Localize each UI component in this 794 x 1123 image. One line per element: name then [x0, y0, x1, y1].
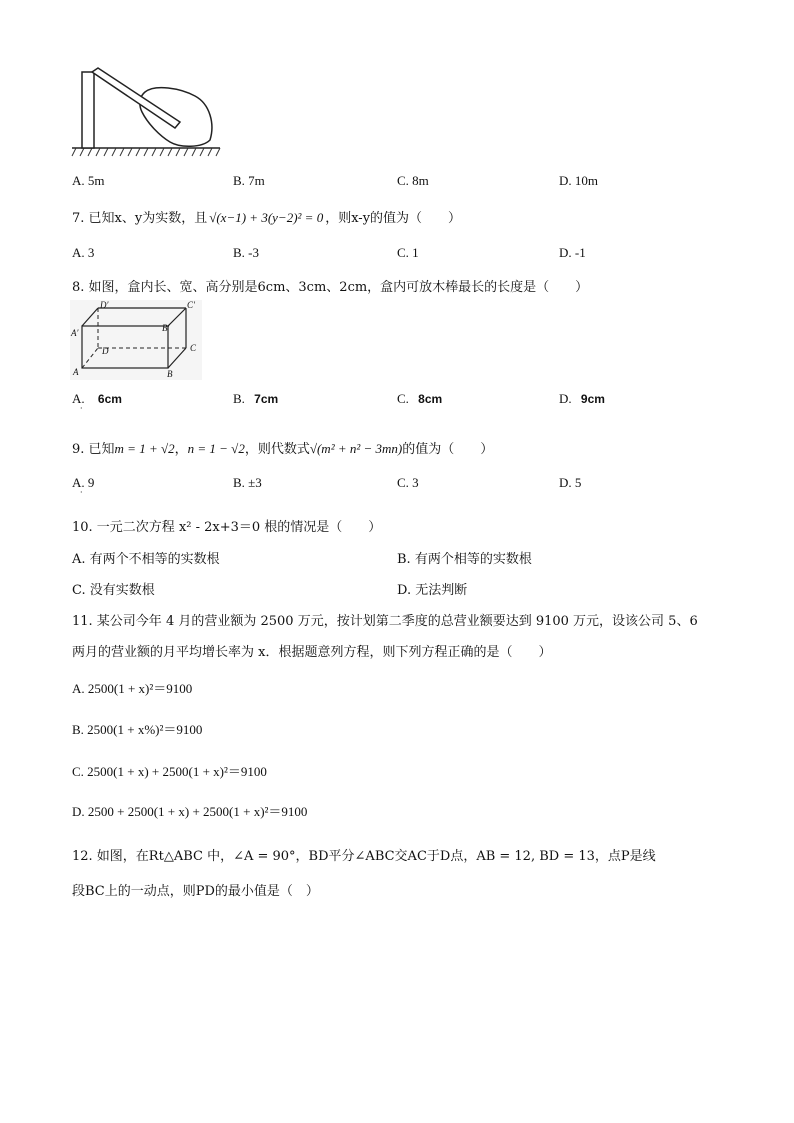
q11-option-d: D. 2500 + 2500(1 + x) + 2500(1 + x)²＝9100 [72, 804, 308, 819]
box-figure [70, 300, 202, 380]
label-c-prime: C′ [187, 300, 195, 310]
q6-option-a: A. 5m [72, 173, 105, 188]
q8-option-c-letter: C. [397, 391, 409, 406]
q8-option-b [233, 391, 278, 407]
q10-option-d: D. 无法判断 [397, 583, 468, 598]
q11-option-a: A. 2500(1 + x)²＝9100 [72, 681, 193, 696]
q8-option-c-value: 8cm [418, 392, 443, 406]
q8-stem: 8. 如图，盒内长、宽、高分别是6cm、3cm、2cm，盒内可放木棒最长的长度是（ ） [72, 280, 589, 295]
q7-stem [72, 207, 461, 226]
label-d-prime: D′ [100, 300, 109, 310]
q9-dot: · [80, 488, 83, 497]
label-a: A [73, 367, 79, 377]
q6-option-c: C. 8m [397, 173, 429, 188]
q11-option-b: B. 2500(1 + x%)²＝9100 [72, 722, 203, 737]
q8-option-c [397, 391, 442, 407]
q7-option-b: B. -3 [233, 245, 259, 260]
q8-option-d-letter: D. [559, 391, 572, 406]
q8-option-d-value: 9cm [580, 392, 605, 406]
q7-stem-prefix: 7. 已知x、y为实数，且 [72, 211, 208, 226]
q8-option-a-letter: A. [72, 391, 85, 406]
q7-formula: √(x−1) + 3(y−2)² = 0 [209, 210, 324, 225]
q9-stem: 9. 已知m = 1 + √2，n = 1 − √2，则代数式√(m² + n² − 3mn)的值为（ ） [72, 441, 494, 457]
q8-option-a-value: 6cm [97, 392, 122, 406]
q9-option-d: D. 5 [559, 475, 582, 490]
q10-option-a: A. 有两个不相等的实数根 [72, 552, 220, 567]
q8-option-b-letter: B. [233, 391, 245, 406]
q10-option-b: B. 有两个相等的实数根 [397, 552, 532, 567]
q9-prefix: 9. 已知 [72, 442, 115, 457]
q11-option-c: C. 2500(1 + x) + 2500(1 + x)²＝9100 [72, 764, 267, 779]
q7-option-a: A. 3 [72, 245, 95, 260]
label-a-prime: A′ [71, 328, 79, 338]
q6-option-b: B. 7m [233, 173, 265, 188]
label-b: B [167, 369, 173, 379]
q9-option-a: A. 9 [72, 475, 95, 490]
q9-n-expr: n = 1 − √2 [187, 441, 245, 456]
q9-option-b: B. ±3 [233, 475, 262, 490]
q8-option-b-value: 7cm [254, 392, 279, 406]
q12-line2: 段BC上的一动点，则PD的最小值是（ ） [72, 884, 319, 899]
ladder-figure [70, 64, 230, 164]
q6-option-d: D. 10m [559, 173, 598, 188]
q7-stem-suffix: ，则x-y的值为（ ） [325, 211, 462, 226]
q7-option-d: D. -1 [559, 245, 586, 260]
q8-option-d [559, 391, 605, 407]
label-b-prime: B′ [162, 323, 170, 333]
label-c: C [190, 343, 197, 353]
q7-option-c: C. 1 [397, 245, 419, 260]
q12-line1: 12. 如图，在Rt△ABC 中，∠A = 90°，BD平分∠ABC交AC于D点，AB = 12, BD = 13，点P是线 [72, 849, 656, 864]
q10-stem: 10. 一元二次方程 x² - 2x+3＝0 根的情况是（ ） [72, 520, 382, 535]
q9-m-expr: m = 1 + √2 [114, 441, 175, 456]
q10-option-c: C. 没有实数根 [72, 583, 155, 598]
q11-stem-line2: 两月的营业额的月平均增长率为 x．根据题意列方程，则下列方程正确的是（ ） [72, 645, 552, 660]
q9-option-c: C. 3 [397, 475, 419, 490]
label-d: D [102, 346, 109, 356]
q11-stem-line1: 11. 某公司今年 4 月的营业额为 2500 万元，按计划第二季度的总营业额要达到 9100 万元，设该公司 5、6 [72, 614, 698, 629]
q9-suffix: 的值为（ ） [402, 442, 494, 457]
q9-mid: ，则代数式 [244, 442, 310, 457]
q8-dot: · [80, 404, 83, 413]
q9-expr: √(m² + n² − 3mn) [309, 441, 403, 456]
